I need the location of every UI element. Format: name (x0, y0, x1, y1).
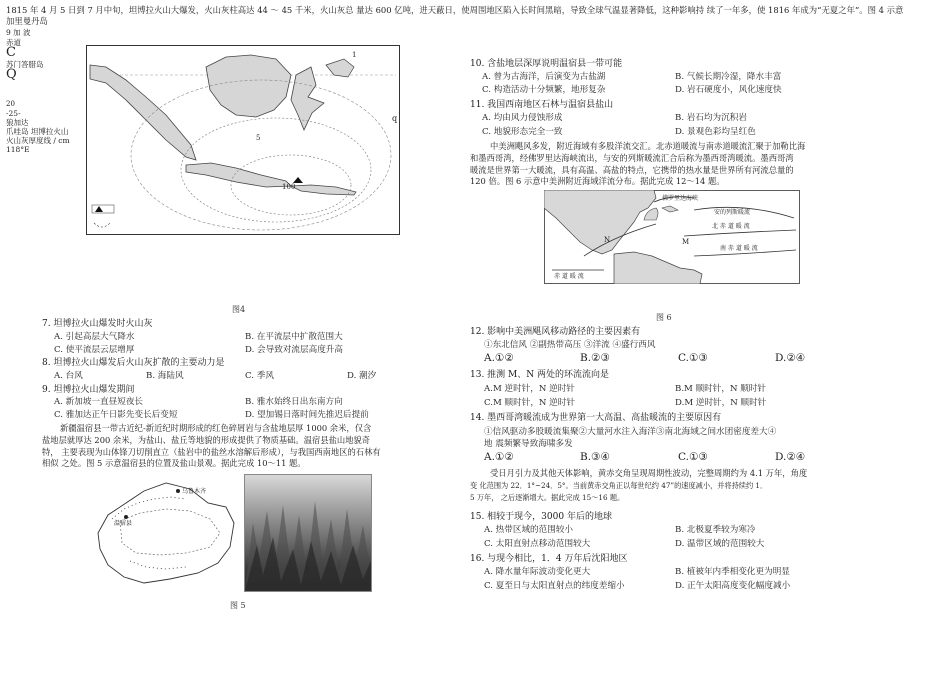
xinjiang-line-3: 特， 主要表现为山体锋刀切削直立（盐岩中的盐丝水溶解后形成），与我国西南地区的石林有 (42, 446, 381, 457)
q13-option-d[interactable]: D.M 逆时针，N 顺时针 (675, 398, 767, 408)
q13-option-a[interactable]: A.M 逆时针，N 逆时针 (484, 384, 575, 394)
q16-option-a[interactable]: A. 降水量年际波动变化更大 (484, 567, 591, 577)
q14-option-d[interactable]: D.②④ (775, 451, 806, 463)
question-10: 10. 含盐地层深厚说明温宿县一带可能 (470, 59, 623, 69)
q10-option-a[interactable]: A. 曾为古海洋，后演变为古盐湖 (482, 72, 606, 82)
wensu-dot (124, 515, 128, 519)
q8-option-b[interactable]: B. 海陆风 (146, 371, 184, 381)
q14-items-line-2: 地 震频繁导致海啸多发 (484, 439, 573, 449)
label-q: Q (6, 67, 17, 82)
xinjiang-outline (98, 483, 234, 583)
label-n: N (604, 236, 611, 244)
label-north-eq-current: 北 赤 道 暖 流 (712, 223, 750, 230)
ocean-current-map (544, 190, 800, 284)
wensu-label: 温宿县 (114, 520, 133, 527)
urumqi-dot (176, 489, 180, 493)
obliquity-line-2: 变 化范围为 22．1°~24．5°。当前黄赤交角正以每世纪约 47”的速度减小，并将持续约 1． (470, 480, 768, 490)
q7-option-d[interactable]: D. 会导致对流层高度升高 (245, 345, 343, 355)
question-13: 13. 推测 M、N 两处的环流流向是 (470, 370, 609, 380)
q12-option-d[interactable]: D.②④ (775, 352, 806, 364)
q9-option-b[interactable]: B. 雅水始终日出东南方向 (245, 397, 343, 407)
q7-option-b[interactable]: B. 在平流层中扩散范围大 (245, 332, 343, 342)
hurricane-paragraph (470, 141, 805, 188)
hurricane-line-2: 和墨西哥湾，经佛罗里达海峡流出，与安的列斯暖流汇合后称为墨西哥湾暖流。墨西哥湾 (470, 152, 794, 163)
figure-4-caption: 图4 (232, 305, 246, 314)
q11-option-b[interactable]: B. 岩石均为沉积岩 (675, 113, 747, 123)
label-c: C (6, 45, 16, 60)
salt-mountain-photo (244, 474, 372, 592)
q16-option-c[interactable]: C. 夏至日与太阳直射点的纬度差缩小 (484, 581, 625, 591)
xinjiang-line-2: 盐地层就厚达 200 余米，为盐山、盐丘等地貌的形成提供了物质基础。温宿县盐山地貌奇 (42, 434, 371, 445)
label-equator: 赤道 (6, 38, 21, 47)
q13-option-c[interactable]: C.M 顺时针，N 逆时针 (484, 398, 575, 408)
obliquity-line-1: 受日月引力及其他天体影响，黄赤交角呈现周期性波动，完整周期约为 4.1 万年，角度 (490, 468, 808, 478)
question-11: 11. 我国西南地区石林与温宿县盐山 (470, 100, 614, 110)
q14-option-a[interactable]: A.①② (484, 451, 514, 463)
label-118e: 118°E (6, 145, 30, 154)
q15-option-d[interactable]: D. 温带区域的范围较大 (675, 539, 765, 549)
label-sumatra: 苏门答腊岛 (6, 60, 44, 69)
q12-option-a[interactable]: A.①② (484, 352, 514, 364)
salt-mountain-photo-svg (245, 475, 371, 591)
hurricane-line-3: 暖流是世界第一大暖流，具有高温、高盐的特点，它携带的热水量是世界所有河流总量的 (470, 164, 794, 175)
figure-5-caption: 图 5 (230, 601, 246, 610)
q16-option-d[interactable]: D. 正午太阳高度变化幅度减小 (675, 581, 791, 591)
isoline-label-5: 5 (256, 134, 261, 142)
map-figure-4 (86, 45, 400, 235)
obliquity-line-3: 5 万年， 之后逐渐增大。据此完成 15～16 题。 (470, 492, 625, 502)
q14-option-c[interactable]: C.①③ (678, 451, 708, 463)
q10-option-c[interactable]: C. 构造活动十分频繁，地形复杂 (482, 85, 606, 95)
label-m: M (682, 238, 690, 246)
intro-line-1: 1815 年 4 月 5 日到 7 月中旬，坦博拉火山大爆发，火山灰柱高达 44 ～ 45 千米，火山灰总 量达 600 亿吨，进天蔽日，使周围地区陷入长时间黑暗，导致全球气温显著降低，这种影响持 续了一年多，使 1816 年成为“无夏之年”。图 4 示意 (6, 5, 904, 15)
q14-items-line-1: ①信风驱动多股暖流集聚②大量河水注入海洋③南北海域之间水团密度差大④ (484, 427, 777, 437)
ocean-current-map-svg (544, 190, 800, 284)
q12-option-b[interactable]: B.②③ (580, 352, 610, 364)
q8-option-c[interactable]: C. 季风 (245, 371, 274, 381)
q15-option-b[interactable]: B. 北极夏季较为寒冷 (675, 525, 756, 535)
intro-line-2: 加里曼丹岛 (6, 16, 48, 26)
label-ash-thickness: 火山灰厚度线 / cm (6, 136, 70, 145)
question-15: 15. 相较于现今，3000 年后的地球 (470, 512, 612, 522)
question-9: 9. 坦博拉火山爆发期间 (42, 385, 135, 395)
label-jiabo: 9 加 波 (6, 28, 31, 37)
label-1-top: 1 (352, 51, 357, 59)
q9-option-d[interactable]: D. 望加锡日落时间先推迟后提前 (245, 410, 369, 420)
question-14: 14. 墨西哥湾暖流成为世界第一大高温、高盐暖流的主要原因有 (470, 413, 722, 423)
hurricane-line-1: 中美洲飓风多发，附近海域有多股洋流交汇。北赤道暖流与南赤道暖流汇聚于加勒比海 (490, 141, 806, 151)
label-antilles-current: 安的列斯暖流 (714, 209, 751, 216)
label-25: -25- (6, 109, 21, 118)
label-20: 20 (6, 100, 15, 108)
urumqi-label: 乌鲁木齐 (182, 488, 207, 495)
label-jakarta: 狼加达 (6, 118, 29, 127)
question-8: 8. 坦博拉火山爆发后火山灰扩散的主要动力是 (42, 358, 225, 368)
xinjiang-map (90, 477, 238, 589)
question-16: 16. 与现今相比，1．4 万年后沈阳地区 (470, 554, 628, 564)
label-java-tambora: 爪哇岛 坦博拉火山 (6, 127, 69, 136)
q14-option-b[interactable]: B.③④ (580, 451, 610, 463)
xinjiang-paragraph (42, 423, 381, 470)
q10-option-b[interactable]: B. 气候长期冷湿，降水丰富 (675, 72, 782, 82)
q7-option-c[interactable]: C. 使平流层云层增厚 (54, 345, 135, 355)
label-florida-strait: 佛罗里达海峡 (662, 195, 699, 202)
xinjiang-map-svg (90, 477, 238, 589)
map-svg (86, 45, 400, 235)
q16-option-b[interactable]: B. 植被年内季相变化更为明显 (675, 567, 790, 577)
q7-option-a[interactable]: A. 引起高层大气降水 (54, 332, 135, 342)
q11-option-d[interactable]: D. 景观色彩均呈红色 (675, 127, 756, 137)
q10-option-d[interactable]: D. 岩石硬度小，风化速度快 (675, 85, 782, 95)
label-q-right: q (392, 114, 398, 123)
q15-option-c[interactable]: C. 太阳直射点移动范围较大 (484, 539, 591, 549)
q9-option-c[interactable]: C. 雅加达正午日影先变长后变短 (54, 410, 178, 420)
q8-option-d[interactable]: D. 潮汐 (347, 371, 377, 381)
xinjiang-line-1: 新疆温宿县一带古近纪-新近纪时期形成的红色碎屑岩与含盐地层厚 1000 余米，仅含 (60, 423, 372, 433)
q13-option-b[interactable]: B.M 顺时针，N 顺时针 (675, 384, 766, 394)
q12-items: ①东北信风 ②副热带高压 ③洋流 ④盛行西风 (484, 340, 656, 350)
q8-option-a[interactable]: A. 台风 (54, 371, 83, 381)
q11-option-a[interactable]: A. 均由风力侵蚀形成 (482, 113, 563, 123)
figure-6-caption: 图 6 (656, 313, 672, 322)
q15-option-a[interactable]: A. 热带区域的范围较小 (484, 525, 574, 535)
isoline-label-100: 100 (282, 183, 296, 191)
label-eq-current: 赤 道 暖 流 (554, 273, 584, 280)
label-south-eq-current: 南 赤 道 暖 流 (720, 245, 758, 252)
q12-option-c[interactable]: C.①③ (678, 352, 708, 364)
question-7: 7. 坦博拉火山爆发时火山灰 (42, 319, 153, 329)
question-12: 12. 影响中美洲飓风移动路径的主要因素有 (470, 327, 641, 337)
obliquity-paragraph (470, 468, 807, 503)
hurricane-line-4: 120 倍。图 6 示意中美洲附近海域洋流分布。据此完成 12～14 题。 (470, 176, 725, 187)
q9-option-a[interactable]: A. 新加坡一直昼短夜长 (54, 397, 144, 407)
q11-option-c[interactable]: C. 地貌形态完全一致 (482, 127, 563, 137)
xinjiang-line-4: 相似 之处。图 5 示意温宿县的位置及盐山景观。据此完成 10～11 题。 (42, 458, 306, 469)
